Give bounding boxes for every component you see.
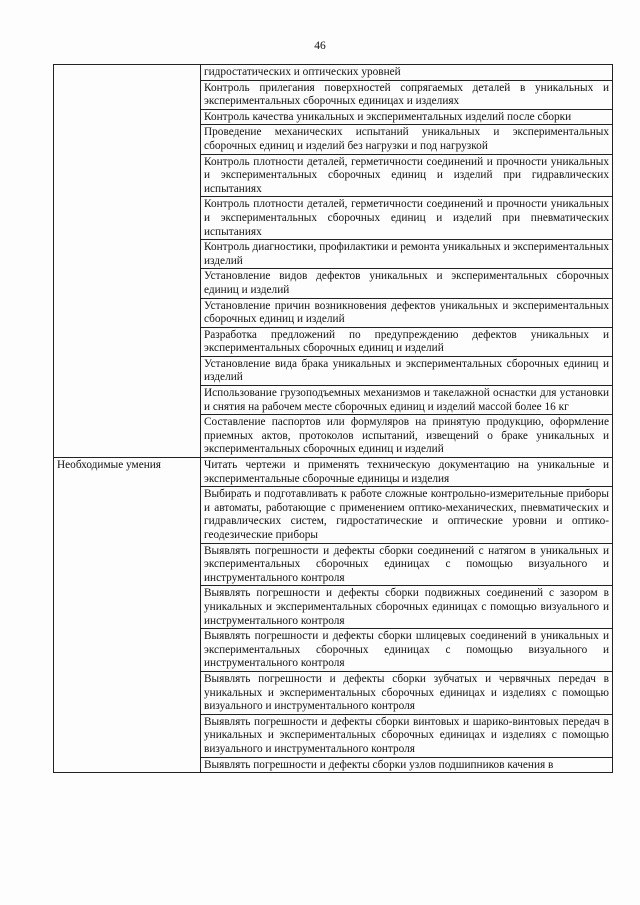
requirement-item: Использование грузоподъемных механизмов и такелажной оснастки для установки и снятия на рабочем месте сборочных единиц и изделий массой более 16 кг bbox=[201, 386, 613, 415]
requirement-item: Установление вида брака уникальных и экспериментальных сборочных единиц и изделий bbox=[201, 356, 613, 385]
requirement-item: Проведение механических испытаний уникальных и экспериментальных сборочных единиц и изделий без нагрузки и под нагрузкой bbox=[201, 125, 613, 154]
table-row bbox=[54, 65, 613, 81]
requirement-item: Контроль диагностики, профилактики и ремонта уникальных и экспериментальных изделий bbox=[201, 240, 613, 269]
section-label: Необходимые умения bbox=[54, 458, 201, 773]
requirement-item: Выявлять погрешности и дефекты сборки соединений с натягом в уникальных и экспериментальных сборочных единицах с помощью визуального и инструментального контроля bbox=[201, 543, 613, 586]
requirement-item: Выявлять погрешности и дефекты сборки винтовых и шарико-винтовых передач в уникальных и экспериментальных сборочных единицах и изделиях с помощью визуального и инструментального контроля bbox=[201, 714, 613, 757]
requirement-item: Читать чертежи и применять техническую документацию на уникальные и экспериментальные сборочные единицы и изделия bbox=[201, 458, 613, 487]
requirement-item: Выявлять погрешности и дефекты сборки узлов подшипников качения в bbox=[201, 757, 613, 773]
requirements-table-body bbox=[54, 65, 613, 773]
requirement-item: Контроль плотности деталей, герметичности соединений и прочности уникальных и экспериментальных сборочных единиц и изделий при гидравлических испытаниях bbox=[201, 154, 613, 197]
requirement-item: гидростатических и оптических уровней bbox=[201, 65, 613, 81]
requirement-item: Установление видов дефектов уникальных и экспериментальных сборочных единиц и изделий bbox=[201, 269, 613, 298]
requirement-item: Выявлять погрешности и дефекты сборки зубчатых и червячных передач в уникальных и экспериментальных сборочных единицах и изделиях с помощью визуального и инструментального контроля bbox=[201, 671, 613, 714]
requirement-item: Выбирать и подготавливать к работе сложные контрольно-измерительные приборы и автоматы, работающие с применением оптико-механических, пневматических и гидравлических систем, гидростатические и оптические уровни и оптико-геодезические приборы bbox=[201, 487, 613, 543]
requirements-table bbox=[53, 64, 613, 773]
requirement-item: Составление паспортов или формуляров на принятую продукцию, оформление приемных актов, протоколов испытаний, извещений о браке уникальных и экспериментальных сборочных единиц и изделий bbox=[201, 415, 613, 458]
requirement-item: Контроль прилегания поверхностей сопрягаемых деталей в уникальных и экспериментальных сборочных единицах и изделиях bbox=[201, 80, 613, 109]
requirement-item: Разработка предложений по предупреждению дефектов уникальных и экспериментальных сборочных единиц и изделий bbox=[201, 327, 613, 356]
requirement-item: Контроль качества уникальных и экспериментальных изделий после сборки bbox=[201, 109, 613, 125]
requirement-item: Контроль плотности деталей, герметичности соединений и прочности уникальных и экспериментальных сборочных единиц и изделий при пневматических испытаниях bbox=[201, 197, 613, 240]
table-row bbox=[54, 458, 613, 487]
requirement-item: Выявлять погрешности и дефекты сборки шлицевых соединений в уникальных и экспериментальных сборочных единицах с помощью визуального и инструментального контроля bbox=[201, 629, 613, 672]
section-label bbox=[54, 65, 201, 458]
requirement-item: Установление причин возникновения дефектов уникальных и экспериментальных сборочных единиц и изделий bbox=[201, 298, 613, 327]
requirement-item: Выявлять погрешности и дефекты сборки подвижных соединений с зазором в уникальных и экспериментальных сборочных единицах с помощью визуального и инструментального контроля bbox=[201, 586, 613, 629]
page-number: 46 bbox=[314, 40, 326, 52]
